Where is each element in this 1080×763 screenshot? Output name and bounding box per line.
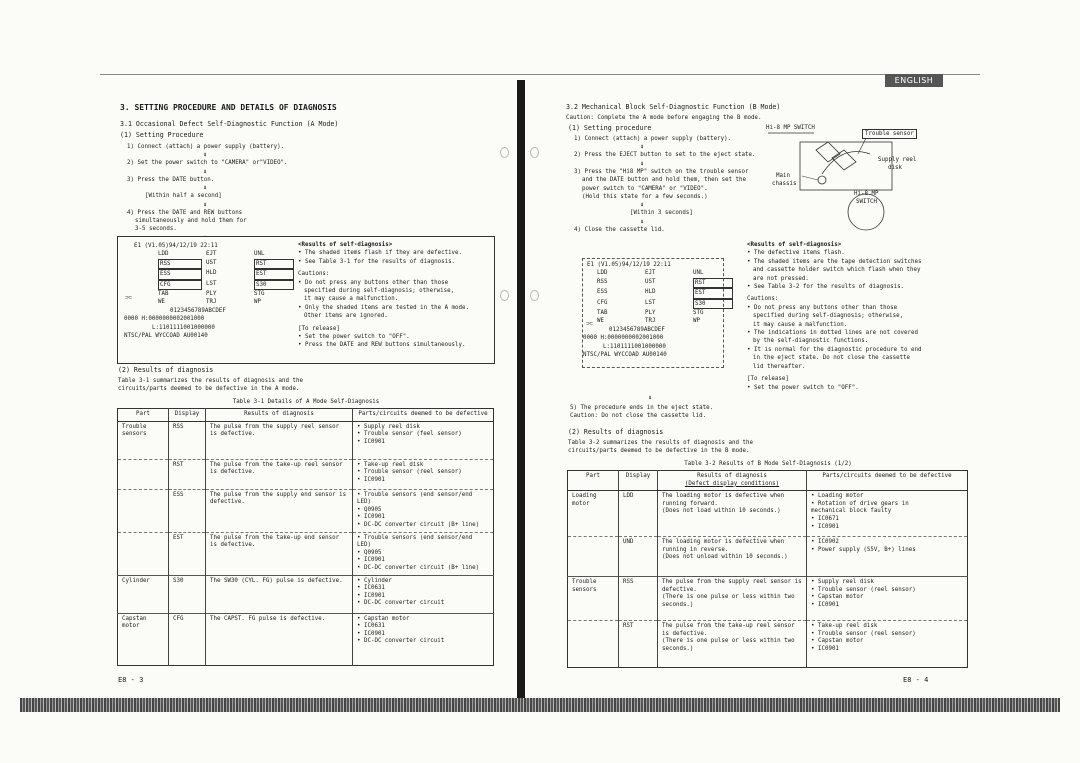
- figure-label: Hi-8 MP SWITCH: [766, 125, 815, 131]
- results-note: • See Table 3-1 for the results of diagnosis.: [298, 258, 456, 265]
- results-note: • See Table 3-2 for the results of diagnosis.: [747, 284, 905, 291]
- table-row: [118, 532, 494, 575]
- step-1: 1) Connect (attach) a power supply (battery).: [574, 136, 732, 142]
- step-4-line3: 3-5 seconds.: [135, 226, 177, 233]
- cell-parts: • Cylinder • IC0631 • IC0901 • DC-DC converter circuit: [353, 575, 494, 613]
- display-cell: WP: [254, 299, 261, 306]
- table-row: [118, 459, 494, 489]
- caution-note: • Do not press any buttons other than those: [298, 279, 449, 286]
- release-note: • Set the power switch to "OFF".: [747, 384, 859, 391]
- right-results-title: (2) Results of diagnosis: [568, 428, 664, 436]
- left-display-screen: [124, 242, 294, 340]
- caution-note: • Only the shaded items are tested in the A mode.: [298, 304, 470, 311]
- binding-hole: [500, 290, 509, 301]
- display-cell-shaded: RST: [254, 259, 294, 269]
- table-row: [118, 421, 494, 459]
- cell-parts: • Trouble sensors (end sensor/end LED) • Q0905 • IC0901 • DC-DC converter circuit (B+ line): [353, 532, 494, 575]
- right-display-screen: [582, 258, 724, 368]
- step-5-caution: Caution: Do not close the cassette lid.: [570, 413, 707, 420]
- cell-result: The SW30 (CYL. FG) pulse is defective.: [206, 575, 353, 613]
- display-line-1: E1 (V1.05)94/12/19 22:11: [587, 262, 671, 268]
- step-3-note: [Within 3 seconds]: [630, 210, 693, 217]
- cell-display: ESS: [169, 489, 206, 532]
- column-header: Parts/circuits deemed to be defective: [807, 471, 968, 491]
- display-cell: TAB: [597, 310, 608, 317]
- table-row: [118, 613, 494, 665]
- column-header: Display: [619, 471, 658, 491]
- paragraph-line: Table 3-2 summarizes the results of diagnosis and the: [568, 440, 753, 446]
- cell-part: [118, 489, 169, 532]
- step-3-line4: (Hold this state for a few seconds.): [582, 194, 708, 201]
- cell-part: [568, 537, 619, 577]
- table-row: [568, 577, 968, 621]
- cautions-label: Cautions:: [747, 296, 779, 303]
- display-cell: WE: [597, 318, 604, 325]
- cell-result: The pulse from the take-up reel sensor is defective.: [206, 459, 353, 489]
- display-cell: HLD: [645, 289, 656, 296]
- figure-label: SWITCH: [856, 199, 877, 205]
- results-note: • The shaded items flash if they are defective.: [298, 250, 463, 257]
- column-header-line: Results of diagnosis: [697, 473, 767, 479]
- cell-result: The loading motor is defective when running forward. (Does not load within 10 seconds.): [658, 491, 807, 537]
- table-row: [568, 621, 968, 668]
- hi8-switch-figure: [762, 124, 922, 234]
- display-cell: UST: [206, 259, 217, 266]
- column-header: Parts/circuits deemed to be defective: [353, 409, 494, 422]
- cell-display: EST: [169, 532, 206, 575]
- column-header: [658, 471, 807, 491]
- display-cell: HLD: [206, 270, 217, 277]
- step-3-note: [Within half a second]: [145, 193, 222, 200]
- language-badge: ENGLISH: [885, 74, 943, 87]
- display-cell: PLY: [206, 291, 217, 298]
- display-cell: CFG: [597, 299, 608, 306]
- display-cell: STG: [254, 291, 265, 298]
- binding-hole: [530, 290, 539, 301]
- display-line-8: 0000 H:0000000002001000: [583, 335, 664, 342]
- display-cell: WE: [158, 299, 165, 306]
- step-3-line3: power switch to "CAMERA" or "VIDEO".: [582, 185, 708, 192]
- display-cell: PLY: [645, 310, 656, 317]
- display-cell: UNL: [693, 270, 704, 277]
- release-label: [To release]: [298, 325, 340, 332]
- step-2: 2) Set the power switch to "CAMERA" or"VIDEO".: [127, 160, 288, 167]
- arrow-down-icon: ⬇: [203, 151, 208, 160]
- paragraph-line: circuits/parts deemed to be defective in the A mode.: [118, 386, 300, 393]
- cell-part: [118, 459, 169, 489]
- left-paragraph: [118, 377, 303, 394]
- table-row: [568, 537, 968, 577]
- display-cell: LST: [645, 299, 656, 306]
- caution-note: in the eject state. Do not close the cassette: [753, 355, 911, 362]
- table-row: [118, 575, 494, 613]
- right-steps: [574, 135, 784, 234]
- left-heading: 3. SETTING PROCEDURE AND DETAILS OF DIAGNOSIS: [120, 103, 337, 112]
- display-cell: TRJ: [206, 299, 217, 306]
- cell-part: [568, 621, 619, 668]
- cell-result: The loading motor is defective when running in reverse. (Does not unload within 10 seconds.): [658, 537, 807, 577]
- caution-note: it may cause a malfunction.: [304, 296, 399, 303]
- cell-part: [118, 532, 169, 575]
- arrow-down-icon: ⬇: [203, 184, 208, 193]
- display-cell-shaded: RSS: [158, 259, 202, 269]
- cell-display: RST: [619, 621, 658, 668]
- column-header: Part: [568, 471, 619, 491]
- display-cell: LST: [206, 280, 217, 287]
- step-4: 4) Close the cassette lid.: [574, 226, 665, 233]
- cassette-icon: ⊃⊂: [125, 295, 132, 301]
- display-line-9: L:1101111001000000: [152, 324, 215, 331]
- release-label: [To release]: [747, 376, 789, 383]
- caution-note: specified during self-diagnosis; otherwise,: [304, 288, 455, 295]
- cassette-icon: ⊃⊂: [586, 321, 593, 327]
- cell-parts: • Capstan motor • IC0631 • IC0901 • DC-DC converter circuit: [353, 613, 494, 665]
- cell-parts: • Supply reel disk • Trouble sensor (feel sensor) • IC0901: [357, 423, 462, 445]
- display-cell-shaded: EST: [693, 288, 733, 298]
- table-3-2: [567, 470, 968, 668]
- caution-note: by the self-diagnostic functions.: [753, 338, 869, 345]
- caution-note: specified during self-diagnosis; otherwise,: [753, 313, 904, 320]
- step-3-line2: and the DATE button and hold them, then set the: [582, 177, 747, 184]
- display-cell-shaded: EST: [254, 269, 294, 279]
- cautions-label: Cautions:: [298, 271, 330, 278]
- display-cell-shaded: S30: [693, 299, 733, 309]
- column-header-line: (Defect display conditions): [684, 480, 780, 487]
- column-header: Part: [118, 409, 169, 422]
- cell-part: Capstan motor: [118, 613, 169, 665]
- cell-display: RST: [169, 459, 206, 489]
- display-cell: EJT: [206, 251, 217, 258]
- display-cell-shaded: S30: [254, 280, 294, 290]
- display-line-10: NTSC/PAL WYCCOAD AU00140: [124, 333, 208, 340]
- cell-display: UND: [619, 537, 658, 577]
- arrow-down-icon: ⬇: [640, 159, 645, 168]
- right-caution: Caution: Complete the A mode before engaging the B mode.: [566, 115, 762, 121]
- display-cell: TAB: [158, 291, 169, 298]
- cell-result: The pulse from the supply reel sensor is defective.: [206, 421, 353, 459]
- cell-part: Trouble sensors: [568, 577, 619, 621]
- cell-display: LDD: [619, 491, 658, 537]
- results-note: are not pressed.: [753, 275, 809, 282]
- display-grid: [124, 250, 294, 306]
- results-note: • The defective items flash.: [747, 250, 845, 257]
- binding-hole: [500, 147, 509, 158]
- step-5: 5) The procedure ends in the eject state.: [570, 405, 714, 411]
- table-row: [118, 489, 494, 532]
- cell-result: The CAPST. FG pulse is defective.: [206, 613, 353, 665]
- display-cell: WP: [693, 318, 700, 325]
- arrow-down-icon: ⬇: [648, 394, 653, 402]
- step-2: 2) Press the EJECT button to set to the eject state.: [574, 152, 756, 159]
- display-line-1: E1 (V1.05)94/12/19 22:11: [134, 243, 218, 249]
- cell-part: Trouble sensors: [118, 421, 169, 459]
- left-steps: [127, 143, 357, 242]
- cell-parts: • Trouble sensors (end sensor/end LED) • Q0905 • IC0901 • DC-DC converter circuit (B+ line): [353, 489, 494, 532]
- right-setting-title: (1) Setting procedure: [568, 124, 652, 132]
- display-cell: ESS: [597, 289, 608, 296]
- table-3-1-caption: Table 3-1 Details of A Mode Self-Diagnosis: [232, 399, 380, 405]
- arrow-down-icon: ⬇: [203, 200, 208, 209]
- display-cell: UNL: [254, 251, 265, 258]
- step-3: 3) Press the "Hi8 MP" switch on the trouble sensor: [574, 168, 749, 175]
- table-row: [568, 491, 968, 537]
- results-note: and cassette holder switch which flash when they: [753, 267, 921, 274]
- cell-part: Cylinder: [118, 575, 169, 613]
- cell-display: S30: [169, 575, 206, 613]
- display-hex: 0123456789ABCDEF: [609, 326, 665, 333]
- results-title: <Results of self-diagnosis>: [747, 242, 842, 248]
- display-hex: 0123456789ABCDEF: [170, 307, 226, 314]
- cell-display: RSS: [169, 421, 206, 459]
- arrow-down-icon: ⬇: [640, 143, 645, 152]
- display-cell: EJT: [645, 270, 656, 277]
- paragraph-line: circuits/parts deemed to be defective in the B mode.: [568, 448, 750, 455]
- display-cell: STG: [693, 310, 704, 317]
- scan-bottom-edge: [20, 698, 1060, 712]
- display-line-10: NTSC/PAL WYCCOAD AU00140: [583, 352, 667, 359]
- caution-note: Other items are ignored.: [304, 313, 388, 320]
- cell-display: CFG: [169, 613, 206, 665]
- display-cell: RSS: [597, 278, 608, 285]
- caution-note: lid thereafter.: [753, 363, 806, 370]
- left-diagnosis-box: [117, 236, 495, 364]
- results-title: <Results of self-diagnosis>: [298, 242, 393, 248]
- figure-label: Hi-8 MP: [854, 191, 879, 197]
- left-setting-title: (1) Setting Procedure: [120, 131, 204, 139]
- left-results-notes: [298, 241, 492, 350]
- caution-note: • Do not press any buttons other than those: [747, 304, 898, 311]
- caution-note: • The indications in dotted lines are not covered: [747, 330, 919, 337]
- display-cell: LDD: [597, 270, 608, 277]
- display-grid: [583, 269, 723, 325]
- arrow-down-icon: ⬇: [640, 201, 645, 210]
- book-spine: [517, 80, 525, 700]
- binding-hole: [530, 147, 539, 158]
- display-cell: TRJ: [645, 318, 656, 325]
- cell-result: The pulse from the take-up end sensor is defective.: [206, 532, 353, 575]
- display-cell-shaded: ESS: [158, 269, 202, 279]
- left-page-number: E8 - 3: [118, 676, 144, 684]
- right-heading: 3.2 Mechanical Block Self-Diagnostic Function (B Mode): [566, 103, 781, 111]
- figure-label: Supply reel: [878, 157, 917, 163]
- cell-parts: • IC0902 • Power supply (S5V, B+) lines: [807, 537, 968, 577]
- paragraph-line: Table 3-1 summarizes the results of diagnosis and the: [118, 378, 303, 384]
- display-line-8: 0000 H:0000000002001000: [124, 316, 205, 323]
- cell-result: The pulse from the supply end sensor is defective.: [206, 489, 353, 532]
- cell-parts: • Loading motor • Rotation of drive gears in mechanical block faulty • IC0671 • IC0901: [811, 493, 909, 530]
- left-results-title: (2) Results of diagnosis: [118, 366, 214, 374]
- caution-note: it may cause a malfunction.: [753, 321, 848, 328]
- results-note: • The shaded items are the tape detection switches: [747, 258, 922, 265]
- cell-display: RSS: [619, 577, 658, 621]
- right-step-5: [570, 404, 713, 421]
- cell-parts: • Take-up reel disk • Trouble sensor (reel sensor) • Capstan motor • IC0901: [807, 621, 968, 668]
- cell-part: Loading motor: [568, 491, 619, 537]
- display-cell: UST: [645, 278, 656, 285]
- left-subheading: 3.1 Occasional Defect Self-Diagnostic Function (A Mode): [120, 120, 339, 128]
- figure-label: Trouble sensor: [862, 129, 917, 139]
- release-note: • Press the DATE and REW buttons simultaneously.: [298, 342, 466, 349]
- step-3: 3) Press the DATE button.: [127, 176, 215, 183]
- display-cell-shaded: RST: [693, 278, 733, 288]
- display-line-9: L:1101111001000000: [603, 343, 666, 350]
- table-3-2-caption: Table 3-2 Results of B Mode Self-Diagnosis (1/2): [684, 461, 852, 467]
- right-paragraph: [568, 439, 753, 456]
- column-header: Display: [169, 409, 206, 422]
- cell-parts: • Take-up reel disk • Trouble sensor (reel sensor) • IC0901: [353, 459, 494, 489]
- top-rule: [100, 74, 980, 75]
- display-cell-shaded: CFG: [158, 280, 202, 290]
- figure-label: disk: [888, 165, 902, 171]
- caution-note: • It is normal for the diagnostic procedure to end: [747, 346, 922, 353]
- step-4: 4) Press the DATE and REW buttons: [127, 209, 243, 216]
- cell-parts: • Supply reel disk • Trouble sensor (reel sensor) • Capstan motor • IC0901: [807, 577, 968, 621]
- release-note: • Set the power switch to "OFF".: [298, 334, 410, 341]
- cell-result: The pulse from the take-up reel sensor is defective. (There is one pulse or less within two seconds.): [658, 621, 807, 668]
- arrow-down-icon: ⬇: [640, 217, 645, 226]
- table-3-1: [117, 408, 494, 666]
- right-page-number: E8 - 4: [903, 676, 929, 684]
- step-1: 1) Connect (attach) a power supply (battery).: [127, 144, 285, 150]
- figure-label: chassis: [772, 181, 797, 187]
- step-4-line2: simultaneously and hold them for: [135, 218, 247, 225]
- column-header: Results of diagnosis: [206, 409, 353, 422]
- cell-result: The pulse from the supply reel sensor is defective. (There is one pulse or less within two seconds.): [658, 577, 807, 621]
- figure-label: Main: [776, 173, 790, 179]
- arrow-down-icon: ⬇: [203, 167, 208, 176]
- right-results-notes: [747, 241, 972, 392]
- display-cell: LDD: [158, 251, 169, 258]
